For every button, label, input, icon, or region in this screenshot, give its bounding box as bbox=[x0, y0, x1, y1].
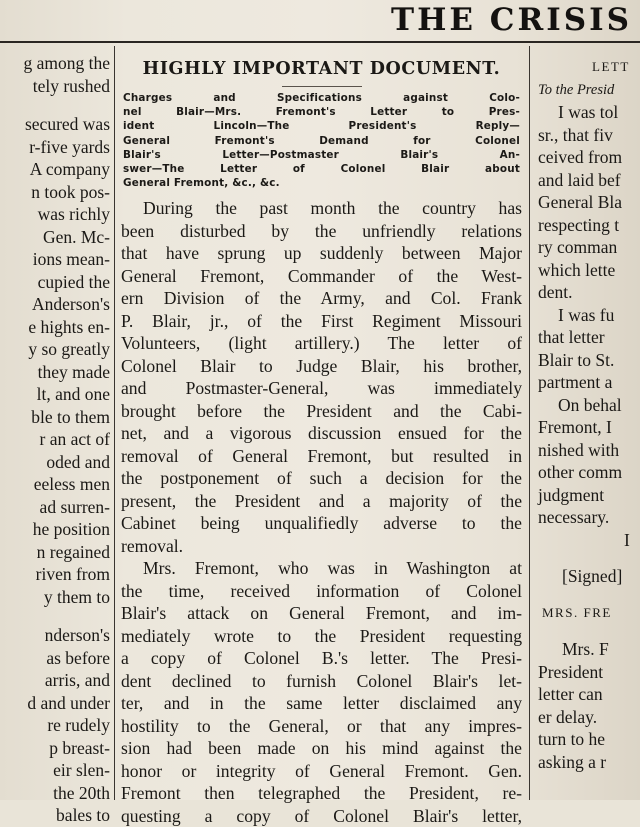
left-line: r an act of bbox=[39, 429, 110, 449]
right-line: that letter bbox=[538, 327, 605, 347]
right-line: President bbox=[538, 661, 604, 682]
left-line: the 20th bbox=[53, 782, 110, 803]
right-spacer bbox=[534, 588, 640, 602]
right-line: I was fu bbox=[558, 304, 615, 325]
left-line: ble to them bbox=[31, 406, 110, 427]
subhead-line: ident Lincoln—The President's Reply— bbox=[123, 120, 520, 133]
headline-rule bbox=[282, 86, 362, 87]
left-line: eeless men bbox=[33, 474, 110, 494]
subhead-line: swer—The Letter of Colonel Blair about bbox=[123, 162, 520, 175]
right-caption: LETT bbox=[592, 59, 630, 74]
left-line: A company bbox=[29, 159, 110, 179]
left-line: r-five yards bbox=[29, 136, 110, 157]
right-line: which lette bbox=[538, 259, 616, 280]
right-line: nished with bbox=[538, 439, 620, 460]
right-line: ceived from bbox=[538, 147, 623, 167]
right-line: letter can bbox=[538, 684, 603, 704]
right-line: ry comman bbox=[538, 237, 618, 257]
left-line: ions mean- bbox=[32, 249, 110, 269]
left-line: bales to bbox=[56, 805, 110, 825]
body-line: net, and a vigorous discussion ensued for the bbox=[121, 423, 522, 444]
masthead-title: THE CRISIS bbox=[391, 2, 632, 38]
right-spacer bbox=[534, 551, 640, 565]
left-line: e hights en- bbox=[28, 316, 110, 337]
right-line: General Bla bbox=[538, 192, 623, 212]
right-line: other comm bbox=[538, 462, 623, 482]
left-line: nderson's bbox=[44, 625, 110, 645]
body-line: P. Blair, jr., of the First Regiment Missouri bbox=[121, 310, 522, 331]
right-line: respecting t bbox=[538, 214, 620, 235]
left-line: n regained bbox=[36, 541, 110, 562]
right-line: judgment bbox=[538, 484, 605, 505]
column-divider-left bbox=[114, 46, 115, 800]
left-line: re rudely bbox=[47, 715, 110, 735]
right-line: partment a bbox=[538, 372, 613, 392]
column-divider-right bbox=[529, 46, 530, 800]
article-headline: HIGHLY IMPORTANT DOCUMENT. bbox=[142, 59, 501, 79]
body-line: Blair's attack on General Fremont, and im- bbox=[121, 603, 522, 624]
body-line: questing a copy of Colonel Blair's letter, bbox=[121, 805, 522, 826]
body-line: Volunteers, (light artillery.) The letter of bbox=[121, 333, 522, 354]
right-line: Fremont, I bbox=[538, 417, 612, 437]
right-line: On behal bbox=[558, 394, 622, 415]
body-line: mediately wrote to the President requesting bbox=[121, 625, 522, 646]
left-line: y them to bbox=[43, 586, 110, 607]
body-line: a copy of Colonel B.'s letter. The Presi- bbox=[121, 648, 522, 669]
right-line: sr., that fiv bbox=[538, 124, 613, 145]
right-signature: [Signed] bbox=[562, 566, 623, 586]
body-line: honor or integrity of General Fremont. Gen. bbox=[121, 760, 522, 781]
left-line: d and under bbox=[27, 692, 110, 713]
right-line: Blair to St. bbox=[538, 349, 615, 370]
body-line: removal. bbox=[121, 535, 184, 556]
body-line: removal of General Fremont, but resulted in bbox=[121, 445, 522, 466]
left-line: lt, and one bbox=[36, 384, 110, 404]
masthead-rule bbox=[0, 41, 640, 43]
left-line: oded and bbox=[46, 451, 110, 472]
subhead-line: nel Blair—Mrs. Fremont's Letter to Pres- bbox=[123, 106, 520, 119]
body-line: Colonel Blair to Judge Blair, his brother, bbox=[121, 355, 522, 376]
article-column bbox=[117, 48, 526, 826]
left-line: eir slen- bbox=[53, 760, 110, 780]
body-line: hostility to the General, or that any impres- bbox=[121, 715, 522, 736]
subhead-line: Charges and Specifications against Colo- bbox=[123, 92, 520, 104]
body-line: Fremont then telegraphed the President, re- bbox=[121, 783, 522, 804]
body-line: that have sprung up suddenly between Major bbox=[121, 243, 522, 264]
right-line: I was tol bbox=[558, 102, 619, 122]
left-line bbox=[0, 97, 110, 113]
article-paragraph-1 bbox=[117, 197, 526, 557]
right-line: Mrs. F bbox=[562, 639, 609, 659]
right-line: er delay. bbox=[538, 706, 598, 727]
left-line: Anderson's bbox=[31, 294, 110, 314]
left-line: n took pos- bbox=[31, 181, 110, 202]
left-line: ad surren- bbox=[39, 496, 110, 517]
left-line: was richly bbox=[37, 204, 110, 224]
body-line: General Fremont, Commander of the West- bbox=[121, 265, 522, 286]
body-line: the time, received information of Colonel bbox=[121, 580, 522, 601]
left-line: he position bbox=[32, 519, 110, 539]
left-line: as before bbox=[46, 647, 110, 668]
left-line: arris, and bbox=[44, 670, 110, 690]
body-line: Cabinet being unqualifiedly adverse to the bbox=[121, 513, 522, 534]
right-line: turn to he bbox=[538, 729, 606, 749]
article-subhead bbox=[117, 91, 526, 190]
left-line: cupied the bbox=[37, 271, 110, 292]
left-line: y so greatly bbox=[28, 339, 110, 359]
right-line: I bbox=[624, 529, 630, 550]
left-line: tely rushed bbox=[32, 75, 110, 96]
right-spacer bbox=[534, 624, 640, 638]
body-line: present, the President and a majority of the bbox=[121, 490, 522, 511]
left-column bbox=[0, 52, 110, 825]
body-line: ter, and in the same letter disclaimed any bbox=[121, 693, 522, 714]
subhead-line: General Fremont, &c., &c. bbox=[123, 177, 280, 190]
left-line: p breast- bbox=[49, 737, 110, 758]
left-line bbox=[0, 608, 110, 624]
body-line: and Postmaster-General, was immediately bbox=[121, 378, 522, 399]
left-line: g among the bbox=[23, 53, 110, 73]
right-line: dent. bbox=[538, 282, 573, 302]
right-line: asking a r bbox=[538, 751, 607, 772]
right-column bbox=[534, 56, 640, 800]
body-line: Mrs. Fremont, who was in Washington at bbox=[143, 558, 522, 579]
right-caption-mrs: MRS. FRE bbox=[542, 604, 612, 620]
body-line: been disturbed by the unfriendly relations bbox=[121, 220, 522, 241]
body-line: ern Division of the Army, and Col. Frank bbox=[121, 288, 522, 309]
left-line: riven from bbox=[35, 564, 110, 584]
left-line: secured was bbox=[24, 114, 110, 134]
body-line: the postponement of such a decision for the bbox=[121, 468, 522, 489]
body-line: During the past month the country has bbox=[143, 198, 522, 219]
right-line: and laid bef bbox=[538, 169, 621, 190]
left-line: they made bbox=[37, 361, 110, 382]
right-line: necessary. bbox=[538, 507, 610, 527]
body-line: dent declined to furnish Colonel Blair's let- bbox=[121, 670, 522, 691]
body-line: sion had been made on his mind against the bbox=[121, 738, 522, 759]
body-line: brought before the President and the Cabi- bbox=[121, 400, 522, 421]
subhead-line: General Fremont's Demand for Colonel bbox=[123, 134, 520, 147]
right-salutation: To the Presid bbox=[538, 81, 615, 98]
article-paragraph-2 bbox=[117, 557, 526, 827]
subhead-line: Blair's Letter—Postmaster Blair's An- bbox=[123, 148, 520, 161]
left-line: Gen. Mc- bbox=[42, 226, 110, 247]
